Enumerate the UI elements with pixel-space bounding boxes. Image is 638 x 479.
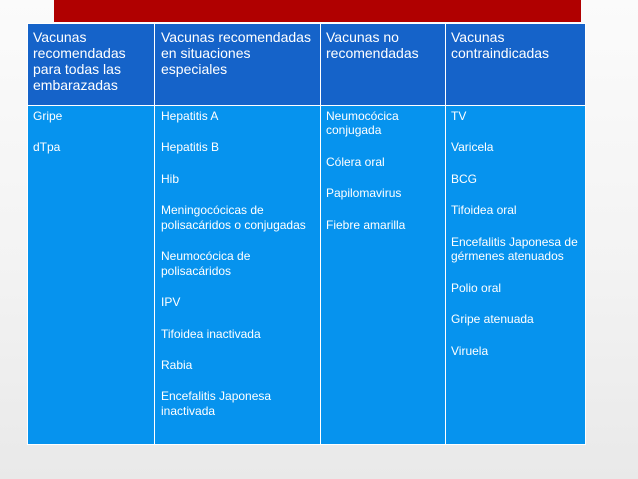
vaccine-item: Neumocócica de polisacáridos — [161, 249, 251, 278]
cell-contraindicated — [446, 106, 586, 445]
vaccine-item: TV — [451, 109, 467, 123]
vaccine-item: Gripe — [33, 109, 63, 123]
vaccine-item: Fiebre amarilla — [326, 217, 406, 232]
vaccine-item: Hib — [161, 171, 180, 186]
cell-not-recommended — [321, 106, 446, 445]
vaccine-item: Cólera oral — [326, 154, 385, 169]
vaccine-item: Gripe atenuada — [451, 312, 534, 327]
vaccine-item: Papilomavirus — [326, 186, 402, 201]
vaccine-item: Polio oral — [451, 280, 502, 295]
header-recommended-all: Vacunas recomendadas para todas las embarazadas — [28, 24, 155, 106]
cell-recommended-special — [155, 106, 321, 445]
title-bar — [54, 0, 581, 22]
vaccine-item: Meningocócicas de polisacáridos o conjugadas — [161, 203, 306, 232]
header-recommended-special: Vacunas recomendadas en situaciones especiales — [155, 24, 321, 106]
vaccine-item: Neumocócica conjugada — [326, 109, 399, 138]
vaccine-item: IPV — [161, 295, 181, 310]
header-not-recommended: Vacunas no recomendadas — [321, 24, 446, 106]
header-row — [28, 24, 586, 106]
cell-recommended-all — [28, 106, 155, 445]
vaccine-item: Tifoidea oral — [451, 203, 517, 218]
vaccine-item: Encefalitis Japonesa inactivada — [161, 389, 272, 418]
vaccine-item: Viruela — [451, 343, 489, 358]
vaccine-item: Tifoidea inactivada — [161, 326, 261, 341]
vaccine-item: BCG — [451, 171, 478, 186]
table-row — [28, 106, 586, 445]
vaccine-item: dTpa — [33, 140, 61, 155]
vaccine-item: Varicela — [451, 140, 494, 155]
vaccine-item: Encefalitis Japonesa de gérmenes atenuados — [451, 234, 578, 264]
vaccine-item: Rabia — [161, 357, 193, 372]
vaccine-item: Hepatitis B — [161, 140, 220, 155]
header-contraindicated: Vacunas contraindicadas — [446, 24, 586, 106]
vaccine-item: Hepatitis A — [161, 109, 219, 123]
vaccine-table — [27, 23, 586, 445]
